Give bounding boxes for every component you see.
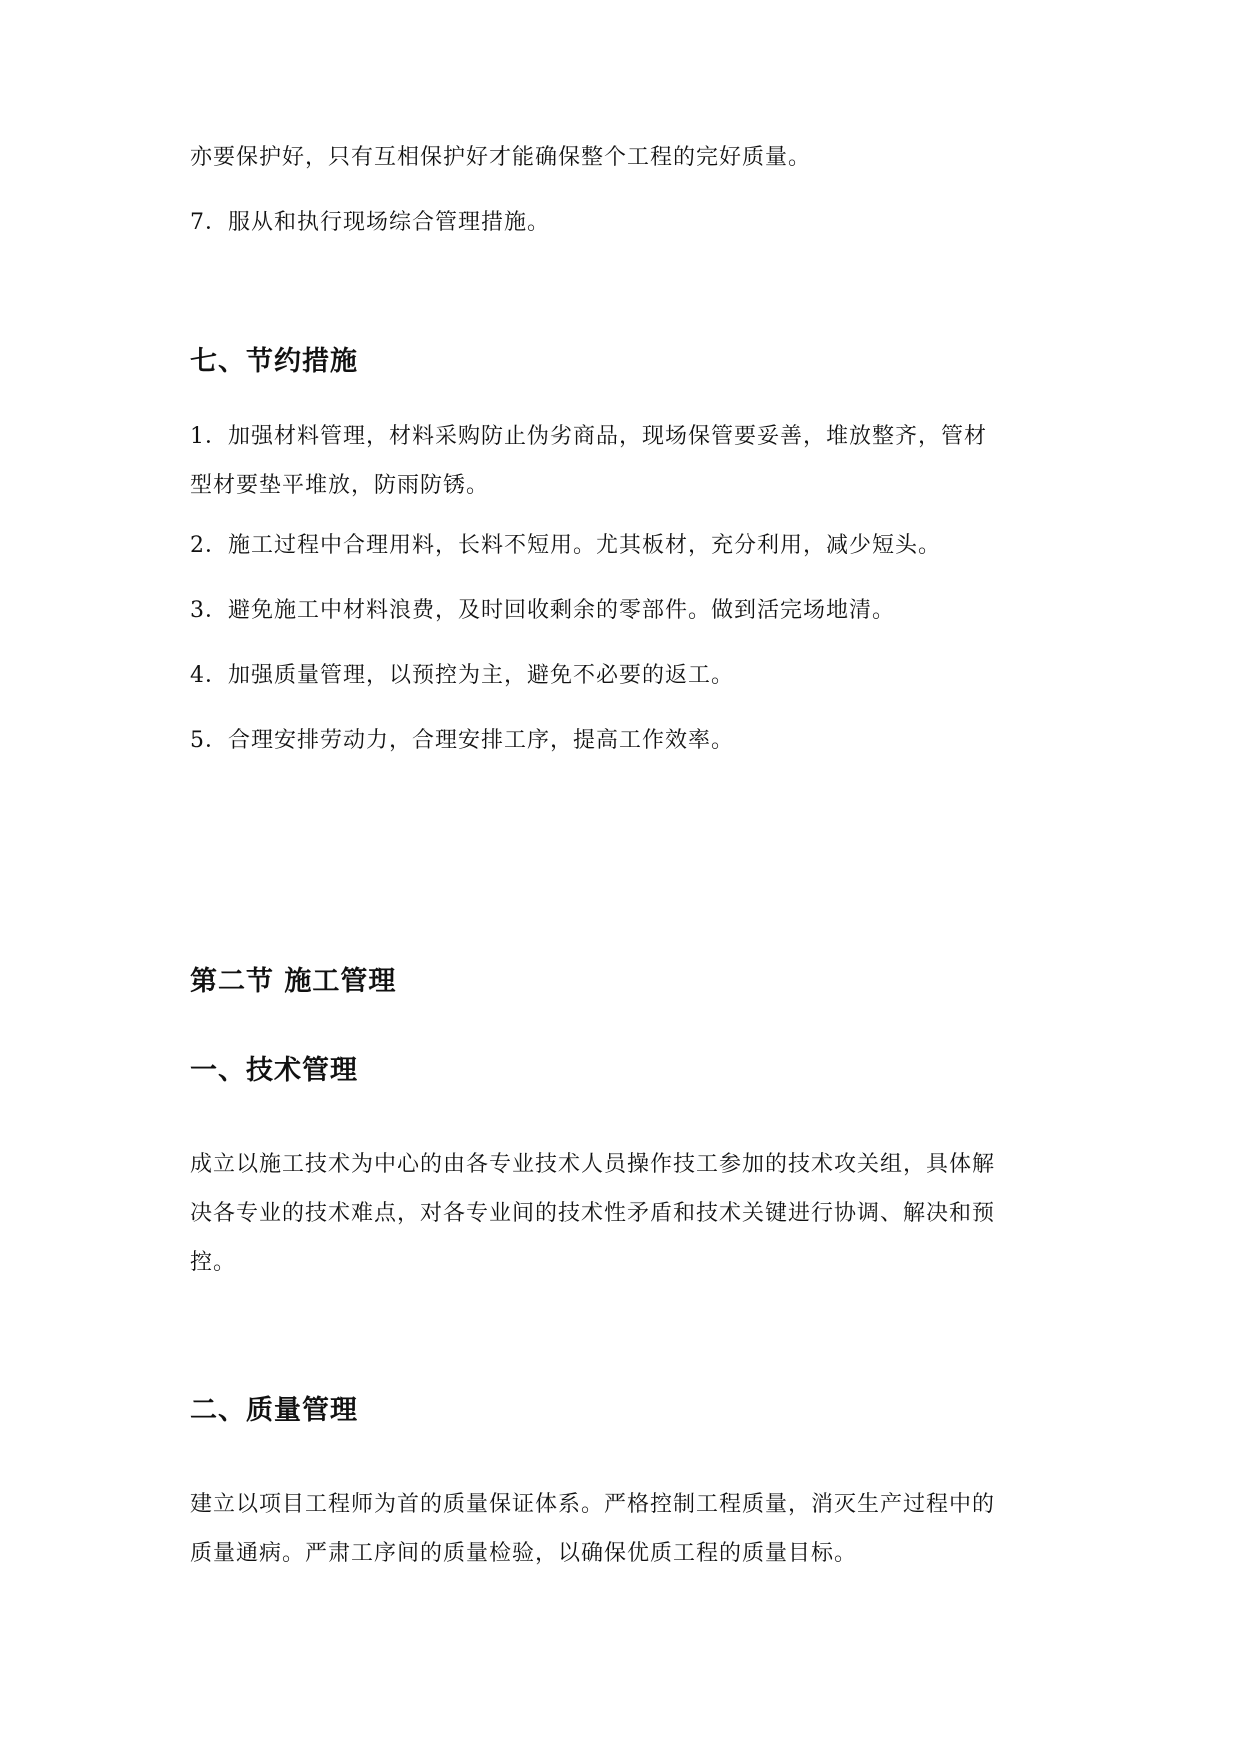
text-line: 3．避免施工中材料浪费，及时回收剩余的零部件。做到活完场地清。 <box>190 598 895 623</box>
text-line: 1．加强材料管理，材料采购防止伪劣商品，现场保管要妥善，堆放整齐，管材 <box>190 424 987 449</box>
paragraph-protection-continued <box>190 133 1060 182</box>
list-item-7 <box>190 198 1060 247</box>
list-item-5 <box>190 716 1060 765</box>
paragraph-technical-management <box>190 1140 1060 1287</box>
text-line: 决各专业的技术难点，对各专业间的技术性矛盾和技术关键进行协调、解决和预 <box>190 1201 996 1226</box>
text-line: 亦要保护好，只有互相保护好才能确保整个工程的完好质量。 <box>190 145 812 170</box>
list-item-2 <box>190 521 1060 570</box>
text-line: 型材要垫平堆放，防雨防锈。 <box>190 473 490 498</box>
text-line: 7．服从和执行现场综合管理措施。 <box>190 210 550 235</box>
section-heading-technical-management: 一、技术管理 <box>190 1055 358 1086</box>
text-line: 控。 <box>190 1250 237 1275</box>
section-heading-saving-measures: 七、节约措施 <box>190 346 358 377</box>
text-line: 2．施工过程中合理用料，长料不短用。尤其板材，充分利用，减少短头。 <box>190 533 941 558</box>
paragraph-quality-management <box>190 1480 1060 1578</box>
text-line: 4．加强质量管理，以预控为主，避免不必要的返工。 <box>190 663 734 688</box>
text-line: 质量通病。严肃工序间的质量检验，以确保优质工程的质量目标。 <box>190 1541 858 1566</box>
list-item-3 <box>190 586 1060 635</box>
list-item-1 <box>190 412 1060 510</box>
chapter-heading-construction-management: 第二节 施工管理 <box>190 966 397 997</box>
text-line: 成立以施工技术为中心的由各专业技术人员操作技工参加的技术攻关组，具体解 <box>190 1152 996 1177</box>
list-item-4 <box>190 651 1060 700</box>
text-line: 5．合理安排劳动力，合理安排工序，提高工作效率。 <box>190 728 734 753</box>
section-heading-quality-management: 二、质量管理 <box>190 1395 358 1426</box>
text-line: 建立以项目工程师为首的质量保证体系。严格控制工程质量，消灭生产过程中的 <box>190 1492 996 1517</box>
